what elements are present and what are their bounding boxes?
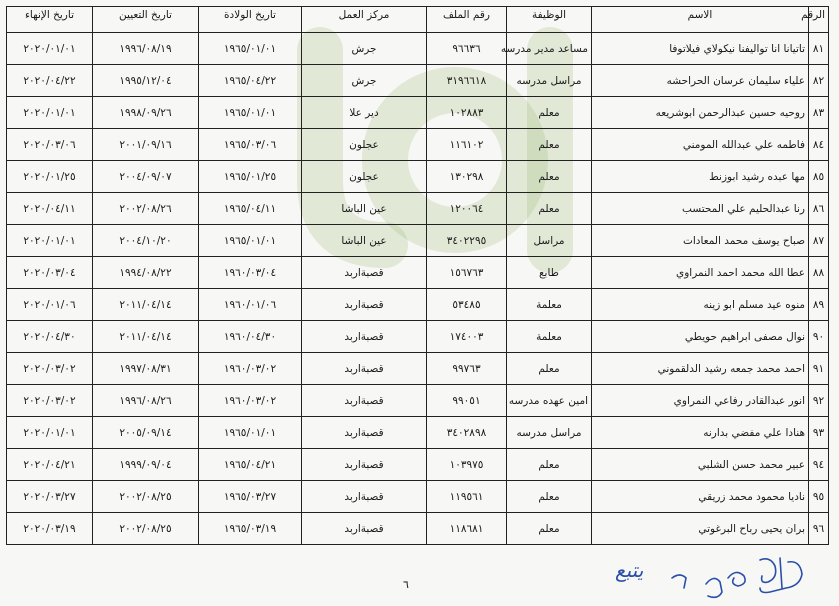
cell-birth: ١٩٦٥/٠٤/٢٢ [199,65,302,97]
cell-center: قصبةاربد [302,417,427,449]
cell-appoint: ١٩٩٤/٠٨/٢٢ [93,257,199,289]
cell-job: امين عهده مدرسه [507,385,592,417]
cell-center: عين الباشا [302,193,427,225]
cell-center: عجلون [302,129,427,161]
cell-no: ٨٤ [809,129,829,161]
cell-appoint: ٢٠٠٢/٠٨/٢٥ [93,481,199,513]
cell-center: عجلون [302,161,427,193]
cell-end: ٢٠٢٠/٠٣/٢٧ [7,481,93,513]
cell-file: ١١٩٥٦١ [427,481,507,513]
table-row [7,321,829,353]
cell-name: روحيه حسين عبدالرحمن ابوشريعه [592,97,809,129]
cell-birth: ١٩٦٥/٠١/٠١ [199,417,302,449]
header-center: مركز العمل [302,7,427,33]
cell-file: ١٠٣٩٧٥ [427,449,507,481]
cell-job: معلم [507,481,592,513]
cell-job: مساعد مدير مدرسه [507,33,592,65]
cell-end: ٢٠٢٠/٠١/٠١ [7,417,93,449]
table-row [7,417,829,449]
cell-appoint: ٢٠٠٢/٠٨/٢٦ [93,193,199,225]
cell-center: قصبةاربد [302,385,427,417]
cell-center: قصبةاربد [302,289,427,321]
header-end: تاريخ الإنهاء [7,7,93,33]
cell-end: ٢٠٢٠/٠٤/٢١ [7,449,93,481]
cell-file: ١٣٠٢٩٨ [427,161,507,193]
cell-no: ٩٤ [809,449,829,481]
header-no: الرقم [809,7,829,33]
cell-job: معلم [507,449,592,481]
header-file: رقم الملف [427,7,507,33]
cell-appoint: ٢٠٠١/٠٩/١٦ [93,129,199,161]
table-row [7,225,829,257]
cell-center: جرش [302,33,427,65]
table-row [7,65,829,97]
table-row [7,289,829,321]
cell-center: جرش [302,65,427,97]
cell-job: معلمة [507,289,592,321]
cell-file: ٩٩٠٥١ [427,385,507,417]
cell-job: معلم [507,129,592,161]
cell-job: معلم [507,97,592,129]
cell-name: علياء سليمان عرسان الحراحشه [592,65,809,97]
cell-birth: ١٩٦٠/٠٣/٠٢ [199,353,302,385]
table-row [7,193,829,225]
cell-center: قصبةاربد [302,321,427,353]
cell-center: قصبةاربد [302,353,427,385]
cell-name: انور عبدالقادر رفاعي النمراوي [592,385,809,417]
cell-birth: ١٩٦٠/٠١/٠٦ [199,289,302,321]
cell-no: ٩٥ [809,481,829,513]
cell-name: فاطمه علي عبدالله المومني [592,129,809,161]
cell-file: ١٥٦٧٦٣ [427,257,507,289]
cell-end: ٢٠٢٠/٠١/٠٦ [7,289,93,321]
cell-no: ٨٥ [809,161,829,193]
cell-center: قصبةاربد [302,257,427,289]
cell-job: معلم [507,193,592,225]
page-number: ٦ [403,578,409,591]
header-birth: تاريخ الولادة [199,7,302,33]
cell-no: ٨٩ [809,289,829,321]
cell-no: ٩٢ [809,385,829,417]
cell-appoint: ١٩٩٧/٠٨/٣١ [93,353,199,385]
retirement-table [6,6,829,545]
cell-birth: ١٩٦٠/٠٣/٠٢ [199,385,302,417]
cell-no: ٩١ [809,353,829,385]
cell-no: ٨٨ [809,257,829,289]
header-name: الاسم [592,7,809,33]
cell-end: ٢٠٢٠/٠٣/١٩ [7,513,93,545]
table-row [7,385,829,417]
table-row [7,129,829,161]
cell-name: احمد محمد جمعه رشيد الدلقموني [592,353,809,385]
cell-birth: ١٩٦٥/٠١/٠١ [199,33,302,65]
cell-end: ٢٠٢٠/٠٤/١١ [7,193,93,225]
header-job: الوظيفة [507,7,592,33]
cell-end: ٢٠٢٠/٠٣/٠٢ [7,385,93,417]
cell-appoint: ٢٠١١/٠٤/١٤ [93,289,199,321]
cell-name: منوه عيد مسلم ابو زينه [592,289,809,321]
cell-appoint: ١٩٩٦/٠٨/٢٦ [93,385,199,417]
cell-birth: ١٩٦٥/٠١/٠١ [199,97,302,129]
table-row [7,257,829,289]
cell-appoint: ١٩٩٨/٠٩/٢٦ [93,97,199,129]
cell-job: مراسل مدرسه [507,417,592,449]
cell-end: ٢٠٢٠/٠١/٢٥ [7,161,93,193]
table-row [7,161,829,193]
cell-job: مراسل مدرسه [507,65,592,97]
cell-name: بران يحيى رباح البرغوتي [592,513,809,545]
cell-end: ٢٠٢٠/٠٤/٢٢ [7,65,93,97]
cell-name: هنادا علي مفضي بدارنه [592,417,809,449]
cell-birth: ١٩٦٥/٠٣/٠٦ [199,129,302,161]
cell-center: قصبةاربد [302,449,427,481]
cell-name: ناديا محمود محمد زريقي [592,481,809,513]
table-row [7,513,829,545]
cell-appoint: ٢٠٠٢/٠٨/٢٥ [93,513,199,545]
cell-file: ٣١٩٦٦١٨ [427,65,507,97]
cell-end: ٢٠٢٠/٠٣/٠٦ [7,129,93,161]
cell-no: ٨٢ [809,65,829,97]
cell-center: عين الباشا [302,225,427,257]
cell-file: ٩٦٦٣٦ [427,33,507,65]
cell-no: ٩٠ [809,321,829,353]
cell-appoint: ١٩٩٩/٠٩/٠٤ [93,449,199,481]
cell-job: مراسل [507,225,592,257]
cell-file: ١١٨٦٨١ [427,513,507,545]
cell-appoint: ٢٠٠٤/٠٩/٠٧ [93,161,199,193]
cell-file: ٣٤٠٢٨٩٨ [427,417,507,449]
cell-no: ٩٣ [809,417,829,449]
cell-no: ٨١ [809,33,829,65]
cell-end: ٢٠٢٠/٠١/٠١ [7,33,93,65]
cell-file: ٥٣٤٨٥ [427,289,507,321]
cell-end: ٢٠٢٠/٠٤/٣٠ [7,321,93,353]
cell-appoint: ١٩٩٦/٠٨/١٩ [93,33,199,65]
cell-no: ٨٣ [809,97,829,129]
cell-job: معلم [507,353,592,385]
cell-center: دير علا [302,97,427,129]
cell-no: ٨٦ [809,193,829,225]
cell-name: صباح يوسف محمد المعادات [592,225,809,257]
cell-name: نوال مصفى ابراهيم حويطي [592,321,809,353]
cell-job: معلمة [507,321,592,353]
cell-end: ٢٠٢٠/٠١/٠١ [7,225,93,257]
cell-appoint: ١٩٩٥/١٢/٠٤ [93,65,199,97]
table-row [7,449,829,481]
cell-birth: ١٩٦٥/٠٤/٢١ [199,449,302,481]
cell-file: ١١٦١٠٢ [427,129,507,161]
cell-no: ٩٦ [809,513,829,545]
cell-end: ٢٠٢٠/٠٣/٠٢ [7,353,93,385]
cell-birth: ١٩٦٥/٠٣/٢٧ [199,481,302,513]
cell-no: ٨٧ [809,225,829,257]
cell-center: قصبةاربد [302,481,427,513]
cell-birth: ١٩٦٠/٠٣/٠٤ [199,257,302,289]
cell-job: معلم [507,161,592,193]
cell-appoint: ٢٠٠٥/٠٩/١٤ [93,417,199,449]
table-row [7,33,829,65]
cell-name: رنا عبدالحليم علي المحتسب [592,193,809,225]
cell-appoint: ٢٠٠٤/١٠/٢٠ [93,225,199,257]
cell-file: ٣٤٠٢٢٩٥ [427,225,507,257]
cell-appoint: ٢٠١١/٠٤/١٤ [93,321,199,353]
cell-name: عطا الله محمد احمد النمراوي [592,257,809,289]
cell-file: ١٠٢٨٨٣ [427,97,507,129]
header-appoint: تاريخ التعيين [93,7,199,33]
table-row [7,97,829,129]
cell-file: ١٧٤٠٠٣ [427,321,507,353]
table-body [7,33,829,545]
cell-name: عبير محمد حسن الشلبي [592,449,809,481]
table-row [7,353,829,385]
cell-birth: ١٩٦٥/٠١/٢٥ [199,161,302,193]
cell-name: تاتيانا انا تواليفنا نيكولاي فيلاتوفا [592,33,809,65]
cell-end: ٢٠٢٠/٠١/٠١ [7,97,93,129]
cell-birth: ١٩٦٥/٠٣/١٩ [199,513,302,545]
cell-file: ١٢٠٠٦٤ [427,193,507,225]
cell-job: معلم [507,513,592,545]
cell-birth: ١٩٦٥/٠٤/١١ [199,193,302,225]
document-sheet [6,6,832,545]
handwritten-note: يتبع [615,558,644,582]
cell-file: ٩٩٧٦٣ [427,353,507,385]
table-row [7,481,829,513]
cell-name: مها عبده رشيد ابوزنط [592,161,809,193]
table-header-row [7,7,829,33]
cell-birth: ١٩٦٠/٠٤/٣٠ [199,321,302,353]
cell-end: ٢٠٢٠/٠٣/٠٤ [7,257,93,289]
cell-job: طابع [507,257,592,289]
cell-center: قصبةاربد [302,513,427,545]
cell-birth: ١٩٦٥/٠١/٠١ [199,225,302,257]
